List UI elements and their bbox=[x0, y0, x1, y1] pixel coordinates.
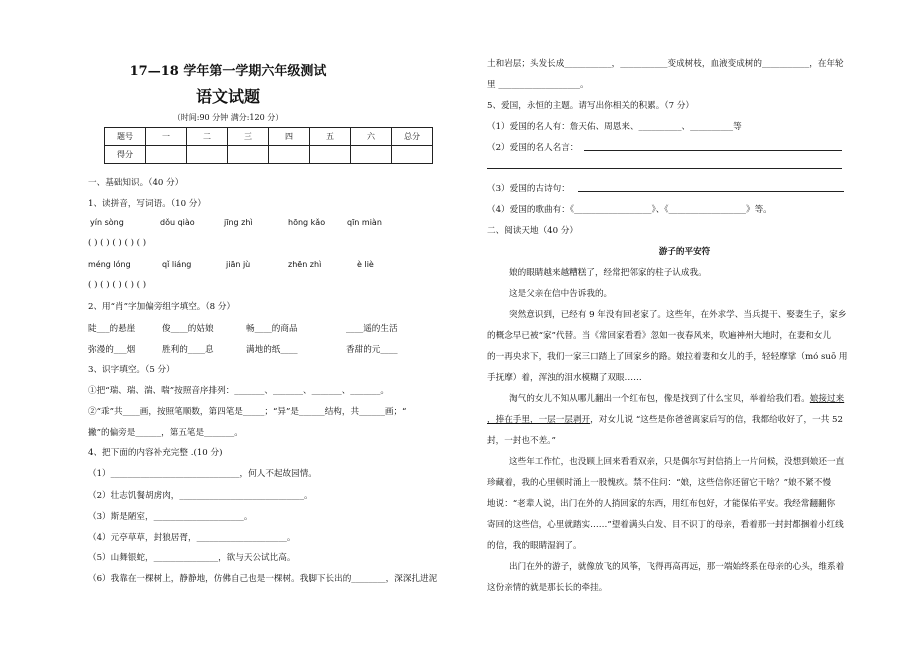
q2-item: ____遥的生活 bbox=[346, 324, 398, 334]
article-paragraph bbox=[487, 413, 843, 425]
q5-item: （4）爱国的歌曲有：《__________________》、《__________________》等。 bbox=[487, 205, 772, 215]
question-4: 4、把下面的内容补充完整 .(10 分) bbox=[88, 448, 223, 458]
score-cell: 四 bbox=[269, 128, 310, 146]
article-paragraph: 封，一封也不差。” bbox=[487, 436, 556, 446]
underlined-text: 娘接过来 bbox=[809, 394, 845, 404]
q2-item: 满地的纸____ bbox=[246, 345, 298, 355]
score-cell: 三 bbox=[228, 128, 269, 146]
score-cell: 题号 bbox=[105, 128, 146, 146]
q4-item: （3）斯是陋室，_____________________。 bbox=[88, 512, 253, 522]
q2-item: 香甜的元____ bbox=[346, 345, 398, 355]
q2-item: 弥漫的___烟 bbox=[88, 345, 136, 355]
exam-title: 17—18 学年第一学期六年级测试 bbox=[129, 64, 327, 79]
article-text: ，对女儿说 “这些是你爸爸离家后写的信，我都给收好了，一共 52 bbox=[590, 415, 843, 425]
subject-title: 语文试题 bbox=[195, 87, 260, 106]
article-paragraph: 寄回的这些信，心里就踏实……”望着满头白发、目不识丁的母亲，看着那一封封都捆着小红线 bbox=[487, 520, 844, 530]
score-blank[interactable] bbox=[351, 146, 392, 164]
q5-item: （1）爱国的名人有：詹天佑、周恩来、__________、__________等 bbox=[487, 122, 742, 132]
q4-continued: 土和岩层；头发长成___________，___________变成树枝，血液变成树的___________，在年轮 bbox=[487, 59, 844, 69]
score-blank[interactable] bbox=[187, 146, 228, 164]
score-blank[interactable] bbox=[269, 146, 310, 164]
pinyin: qīn miàn bbox=[347, 218, 382, 227]
score-blank[interactable] bbox=[228, 146, 269, 164]
answer-blanks[interactable]: ( ) ( ) ( ) ( ) ( ) bbox=[88, 280, 147, 290]
article-paragraph: 突然意识到，已经有 9 年没有回老家了。这些年，在外求学、当兵提干、娶妻生子，家乡 bbox=[509, 310, 847, 320]
score-cell: 得分 bbox=[105, 146, 146, 164]
q2-item: 俊____的姑娘 bbox=[162, 324, 214, 334]
q4-item: （4）元亭草草，封狼居胥，_____________________。 bbox=[88, 533, 296, 543]
question-3: 3、识字填空。（5 分） bbox=[88, 365, 175, 375]
question-2: 2、用“肖”字加偏旁组字填空。（8 分） bbox=[88, 302, 236, 312]
article-paragraph: 的一再央求下，我们一家三口踏上了回家乡的路。娘拉着妻和女儿的手，轻轻摩挲（mó suō 用 bbox=[487, 352, 848, 362]
article-paragraph: 这是父亲在信中告诉我的。 bbox=[509, 289, 613, 299]
q2-item: 陡___的悬崖 bbox=[88, 324, 136, 334]
article-text: 淘气的女儿不知从哪儿翻出一个红布包，像是找到了什么宝贝，举着给我们看。 bbox=[509, 394, 810, 404]
score-table-score-row bbox=[105, 146, 433, 164]
question-5: 5、爱国，永恒的主题。请写出你相关的积累。（7 分） bbox=[487, 101, 695, 111]
exam-time-score: （时间:90 分钟 满分:120 分） bbox=[172, 113, 284, 122]
article-paragraph: 出门在外的游子，就像放飞的风筝，飞得再高再远，那一端始终系在母亲的心头，维系着 bbox=[509, 562, 845, 572]
pinyin: hōng kǎo bbox=[288, 218, 326, 227]
pinyin: è liè bbox=[357, 260, 374, 269]
article-paragraph: 地说：“老辈人说，出门在外的人捎回家的东西，用红布包好，才能保佑平安。我经常翻翻你 bbox=[487, 499, 836, 509]
article-paragraph bbox=[509, 392, 844, 404]
score-cell: 总分 bbox=[392, 128, 433, 146]
article-paragraph: 珍藏着，我的心里顿时涌上一股愧疚。禁不住问：“娘，这些信你还留它干啥？”娘不紧不慢 bbox=[487, 478, 831, 488]
underlined-text: ，捧在手里，一层一层剥开 bbox=[487, 415, 591, 425]
answer-line[interactable] bbox=[487, 168, 842, 169]
section-2-heading: 二、阅读天地（40 分） bbox=[487, 226, 579, 236]
score-blank[interactable] bbox=[310, 146, 351, 164]
article-paragraph: 手抚摩）着，浑浊的泪水模糊了双眼…… bbox=[487, 373, 642, 383]
pinyin: jīng zhì bbox=[224, 218, 253, 227]
pinyin: zhēn zhì bbox=[288, 260, 322, 269]
pinyin: dǒu qiào bbox=[160, 218, 195, 227]
article-paragraph: 的信，我的眼睛湿润了。 bbox=[487, 541, 582, 551]
score-blank[interactable] bbox=[146, 146, 187, 164]
pinyin: méng lóng bbox=[88, 260, 131, 269]
score-cell: 一 bbox=[146, 128, 187, 146]
article-paragraph: 这些年工作忙，也没顾上回来看看双亲，只是偶尔写封信捎上一片问候，没想到娘还一直 bbox=[509, 457, 845, 467]
score-table bbox=[104, 127, 433, 164]
q4-item: （2）壮志饥餐胡虏肉，_____________________________。 bbox=[88, 491, 313, 501]
score-cell: 二 bbox=[187, 128, 228, 146]
q3-item: ①把“瑞、瑞、湍、喘”按照音序排列：_______、_______、_______、_______。 bbox=[88, 386, 389, 396]
score-cell: 五 bbox=[310, 128, 351, 146]
answer-line[interactable] bbox=[578, 191, 844, 192]
score-cell: 六 bbox=[351, 128, 392, 146]
q5-item: （3）爱国的古诗句： bbox=[487, 184, 570, 194]
pinyin: qǐ liáng bbox=[162, 260, 192, 269]
article-paragraph: 的概念早已被“家”代替。当《常回家看看》忽如一夜春风来，吹遍神州大地时，在妻和女儿 bbox=[487, 331, 831, 341]
q3-item: ②“乖”共____画，按照笔顺数，第四笔是_____；“异”是______结构，共______画；“ bbox=[88, 407, 407, 417]
q4-item: （6）我靠在一棵树上，静静地，仿佛自己也是一棵树。我脚下长出的________，深深扎进泥 bbox=[88, 574, 438, 584]
q5-item: （2）爱国的名人名言： bbox=[487, 143, 579, 153]
pinyin: yín sòng bbox=[90, 218, 124, 227]
answer-line[interactable] bbox=[584, 150, 842, 151]
section-1-heading: 一、基础知识。（40 分） bbox=[88, 178, 184, 188]
article-title: 游子的平安符 bbox=[658, 247, 711, 257]
pinyin: jiān jù bbox=[226, 260, 251, 269]
answer-blanks[interactable]: ( ) ( ) ( ) ( ) ( ) bbox=[88, 238, 147, 248]
q2-item: 胜利的____息 bbox=[162, 345, 214, 355]
article-paragraph: 这份亲情的就是那长长的牵挂。 bbox=[487, 583, 608, 593]
q4-item: （1）______________________________，何人不起故园情。 bbox=[88, 469, 317, 479]
q4-continued: 里 ___________________。 bbox=[487, 80, 589, 90]
question-1: 1、读拼音，写词语。（10 分） bbox=[88, 199, 206, 209]
q4-item: （5）山舞银蛇，_______________，欲与天公试比高。 bbox=[88, 553, 296, 563]
q2-item: 畅____的商品 bbox=[246, 324, 298, 334]
score-table-header-row bbox=[105, 128, 433, 146]
q3-item: 撇”的偏旁是______，第五笔是_______。 bbox=[88, 428, 243, 438]
article-paragraph: 娘的眼睛越来越糟糕了，经常把邻家的柱子认成我。 bbox=[509, 268, 707, 278]
score-blank[interactable] bbox=[392, 146, 433, 164]
